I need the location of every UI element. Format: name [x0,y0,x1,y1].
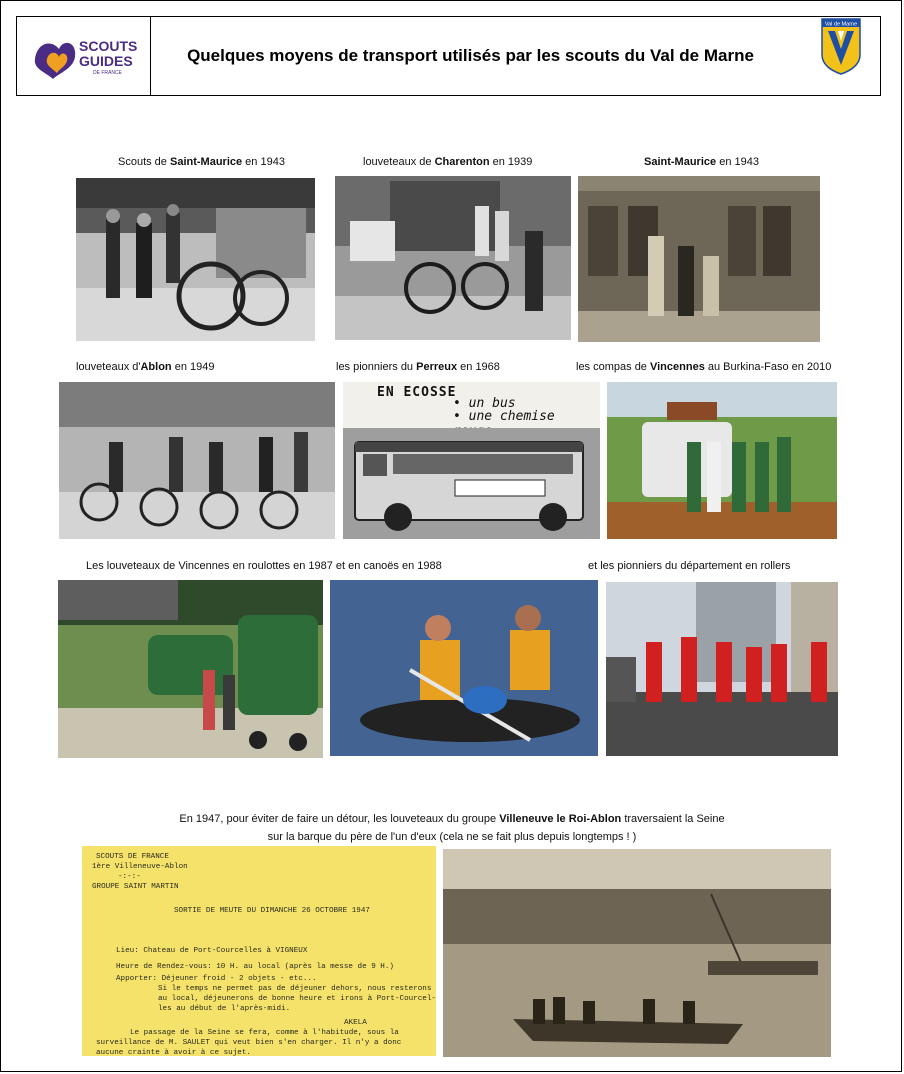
caption-rollers: et les pionniers du département en rollers [588,560,791,572]
caption-ablon: louveteaux d'Ablon en 1949 [76,361,215,373]
letter-line: au local, déjeunerons de bonne heure et irons à Port-Courcel- [158,995,436,1003]
letter-line: Si le temps ne permet pas de déjeuner dehors, nous resterons [158,985,432,993]
letter-line: GROUPE SAINT MARTIN [92,883,179,891]
letter-line: Le passage de la Seine se fera, comme à l'habitude, sous la [130,1029,399,1037]
caption-saint-maurice-train: Saint-Maurice en 1943 [644,156,759,168]
photo-bus-ecosse-1968 [343,382,600,539]
letter-line: Apporter: Déjeuner froid - 2 objets - etc... [116,975,317,983]
letter-line: aucune crainte à avoir à ce sujet. [96,1049,251,1056]
caption-charenton: louveteaux de Charenton en 1939 [363,156,533,168]
svg-text:GUIDES: GUIDES [78,53,133,69]
letter-line: AKELA [344,1019,367,1027]
caption-seine-line1: En 1947, pour éviter de faire un détour, les louveteaux du groupe Villeneuve le Roi-Ablon traversaient la Seine [179,813,725,825]
letter-sortie-1947 [82,846,436,1056]
photo-canoes-1988 [330,580,598,756]
header-table [16,16,881,96]
photo-bicycles-1949 [59,382,335,539]
caption-vincennes-burkina: les compas de Vincennes au Burkina-Faso en 2010 [576,361,832,373]
photo-burkina-2010 [607,382,837,539]
letter-line: SORTIE DE MEUTE DU DIMANCHE 26 OCTOBRE 1947 [174,907,370,915]
photo-train-1943 [578,176,820,342]
scouts-guides-logo [29,29,139,83]
photo-seine-boat-1947 [443,849,831,1057]
letter-line: -:-:- [118,873,141,881]
page-title: Quelques moyens de transport utilisés par les scouts du Val de Marne [187,46,754,65]
svg-text:DE FRANCE: DE FRANCE [92,70,122,76]
caption-seine-line2: sur la barque du père de l'un d'eux (cela ne se fait plus depuis longtemps ! ) [267,831,637,843]
caption-perreux: les pionniers du Perreux en 1968 [336,361,500,373]
letter-line: les au début de l'après-midi. [158,1005,291,1013]
svg-text:SCOUTS: SCOUTS [78,38,137,54]
poster-heading: EN ECOSSE [377,385,457,400]
logo-cell [17,17,151,95]
letter-line: Lieu: Chateau de Port-Courcelles à VIGNEUX [116,947,308,955]
caption-roulottes-canoes: Les louveteaux de Vincennes en roulottes en 1987 et en canoës en 1988 [86,560,442,572]
photo-roulottes-1987 [58,580,323,758]
svg-text:Val de Marne: Val de Marne [824,21,858,28]
letter-line: SCOUTS DE FRANCE [96,853,169,861]
poster-line-shirt: • une chemise [453,409,555,424]
photo-handcart-1943 [76,178,315,341]
letter-line: Heure de Rendez-vous: 10 H. au local (après la messe de 9 H.) [116,963,394,971]
letter-line: 1ère Villeneuve-Ablon [92,863,188,871]
poster-line-bus: • un bus [453,396,516,411]
photo-horse-cart-1939 [335,176,571,340]
title-cell [151,17,880,95]
letter-line: surveillance de M. SAULET qui veut bien s'en charger. Il n'y a donc [96,1039,402,1047]
caption-saint-maurice-scouts: Scouts de Saint-Maurice en 1943 [118,156,285,168]
val-de-marne-badge [820,17,862,75]
photo-rollers [606,582,838,756]
